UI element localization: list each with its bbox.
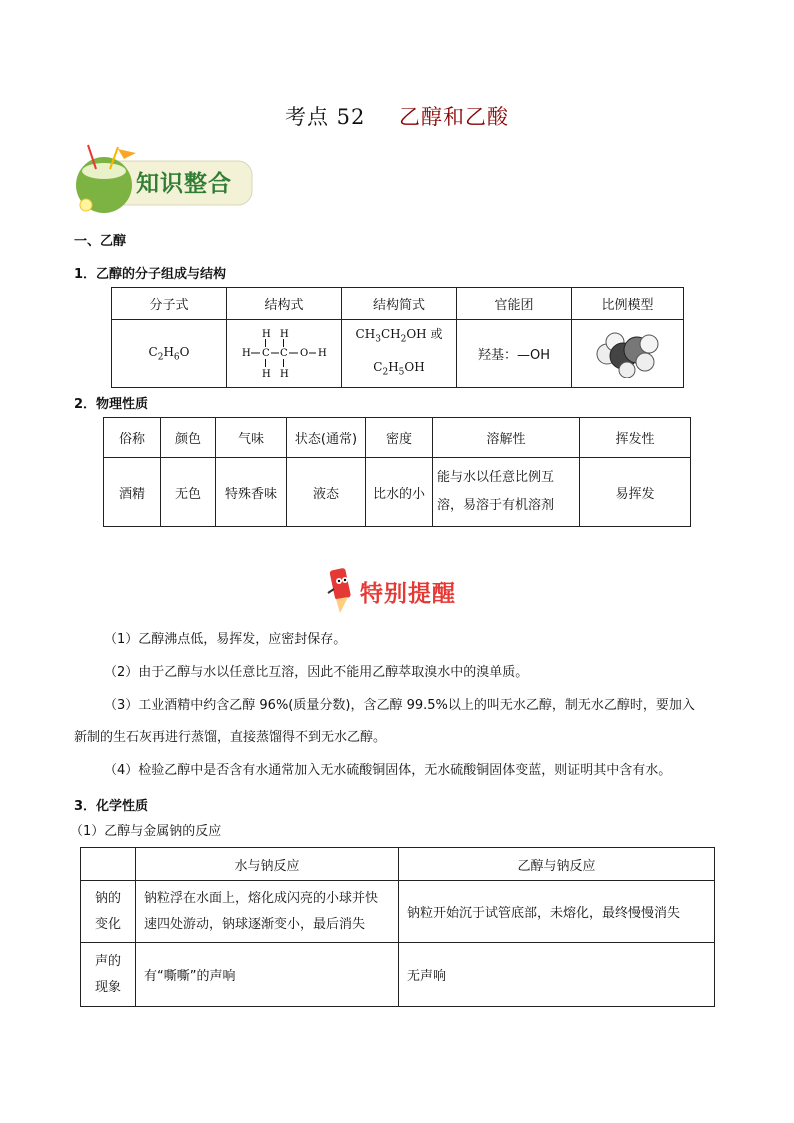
row-label-sodium-change bbox=[81, 881, 136, 943]
cell-group: 羟基：—OH bbox=[457, 320, 572, 388]
cell-volatility: 易挥发 bbox=[580, 458, 691, 527]
header-formula: 分子式 bbox=[112, 288, 227, 320]
subheading-physical: 2．物理性质 bbox=[74, 397, 149, 412]
subheading-chemical: 3．化学性质 bbox=[74, 799, 149, 814]
header-volatility: 挥发性 bbox=[580, 418, 691, 458]
note-4: （4）检验乙醇中是否含有水通常加入无水硫酸铜固体，无水硫酸铜固体变蓝，则证明其中含有水。 bbox=[104, 763, 672, 778]
reminder-badge bbox=[322, 563, 482, 619]
cell-ethanol-sound: 无声响 bbox=[399, 943, 715, 1007]
header-blank bbox=[81, 848, 136, 881]
simple-line-2: $C_2H_5OH$ bbox=[373, 360, 425, 378]
header-common-name: 俗称 bbox=[104, 418, 161, 458]
svg-text:H: H bbox=[280, 329, 289, 341]
cell-smell: 特殊香味 bbox=[216, 458, 287, 527]
header-color: 颜色 bbox=[161, 418, 216, 458]
cell-density: 比水的小 bbox=[366, 458, 433, 527]
sub-sodium-reaction: （1）乙醇与金属钠的反应 bbox=[70, 824, 222, 839]
cell-color: 无色 bbox=[161, 458, 216, 527]
svg-text:H: H bbox=[280, 369, 289, 381]
cell-common-name: 酒精 bbox=[104, 458, 161, 527]
cell-water-sound: 有“嘶嘶”的声响 bbox=[136, 943, 399, 1007]
svg-text:C: C bbox=[262, 348, 270, 360]
svg-text:C: C bbox=[280, 348, 288, 360]
structure-table bbox=[111, 287, 684, 388]
sound-label-line-2: 现象 bbox=[94, 979, 121, 995]
pencil-mascot-icon bbox=[322, 563, 362, 619]
cell-formula: $C_2H_6O$ bbox=[112, 320, 227, 388]
svg-text:H: H bbox=[262, 329, 271, 341]
cell-simple bbox=[342, 320, 457, 388]
knowledge-badge bbox=[74, 143, 254, 215]
title-topic: 乙醇和乙酸 bbox=[399, 105, 510, 129]
page-title bbox=[0, 101, 794, 131]
row-label-sound bbox=[81, 943, 136, 1007]
reminder-label: 特别提醒 bbox=[360, 581, 456, 607]
cell-structure bbox=[227, 320, 342, 388]
header-state: 状态(通常) bbox=[287, 418, 366, 458]
title-number: 考点 52 bbox=[284, 105, 366, 129]
svg-text:H: H bbox=[262, 369, 271, 381]
simple-line-1: $CH_3CH_2OH$ 或 bbox=[355, 327, 443, 345]
sodium-reaction-table bbox=[80, 847, 715, 1007]
header-solubility: 溶解性 bbox=[433, 418, 580, 458]
note-3-cont: 新制的生石灰再进行蒸馏，直接蒸馏得不到无水乙醇。 bbox=[74, 730, 387, 745]
solubility-line-2: 溶，易溶于有机溶剂 bbox=[437, 498, 555, 513]
cell-water-change bbox=[136, 881, 399, 943]
note-3: （3）工业酒精中约含乙醇 96%(质量分数)，含乙醇 99.5%以上的叫无水乙醇，制无水乙醇时，要加入 bbox=[104, 698, 695, 713]
solubility-line-1: 能与水以任意比例互 bbox=[437, 470, 555, 485]
label-line-1: 钠的 bbox=[94, 890, 121, 906]
header-smell: 气味 bbox=[216, 418, 287, 458]
label-line-2: 变化 bbox=[94, 916, 121, 932]
space-filling-model-icon bbox=[593, 328, 663, 378]
cell-solubility bbox=[433, 458, 580, 527]
cell-ethanol-change: 钠粒开始沉于试管底部，未熔化，最终慢慢消失 bbox=[399, 881, 715, 943]
note-1: （1）乙醇沸点低，易挥发，应密封保存。 bbox=[104, 632, 347, 647]
cell-model bbox=[572, 320, 684, 388]
header-simple: 结构简式 bbox=[342, 288, 457, 320]
svg-text:O: O bbox=[300, 348, 309, 360]
sound-label-line-1: 声的 bbox=[94, 953, 121, 969]
subheading-structure: 1．乙醇的分子组成与结构 bbox=[74, 267, 227, 282]
structural-formula bbox=[236, 325, 332, 381]
note-2: （2）由于乙醇与水以任意比互溶，因此不能用乙醇萃取溴水中的溴单质。 bbox=[104, 665, 529, 680]
header-density: 密度 bbox=[366, 418, 433, 458]
physical-properties-table bbox=[103, 417, 691, 527]
header-water-sodium: 水与钠反应 bbox=[136, 848, 399, 881]
knowledge-label: 知识整合 bbox=[136, 171, 232, 197]
header-group: 官能团 bbox=[457, 288, 572, 320]
water-change-line-1: 钠粒浮在水面上，熔化成闪亮的小球并快 bbox=[144, 890, 379, 906]
section-heading-ethanol: 一、乙醇 bbox=[74, 234, 127, 249]
svg-text:H: H bbox=[318, 348, 327, 360]
header-model: 比例模型 bbox=[572, 288, 684, 320]
header-structure: 结构式 bbox=[227, 288, 342, 320]
water-change-line-2: 速四处游动，钠球逐渐变小，最后消失 bbox=[144, 916, 366, 932]
cell-state: 液态 bbox=[287, 458, 366, 527]
svg-text:H: H bbox=[242, 348, 251, 360]
header-ethanol-sodium: 乙醇与钠反应 bbox=[399, 848, 715, 881]
